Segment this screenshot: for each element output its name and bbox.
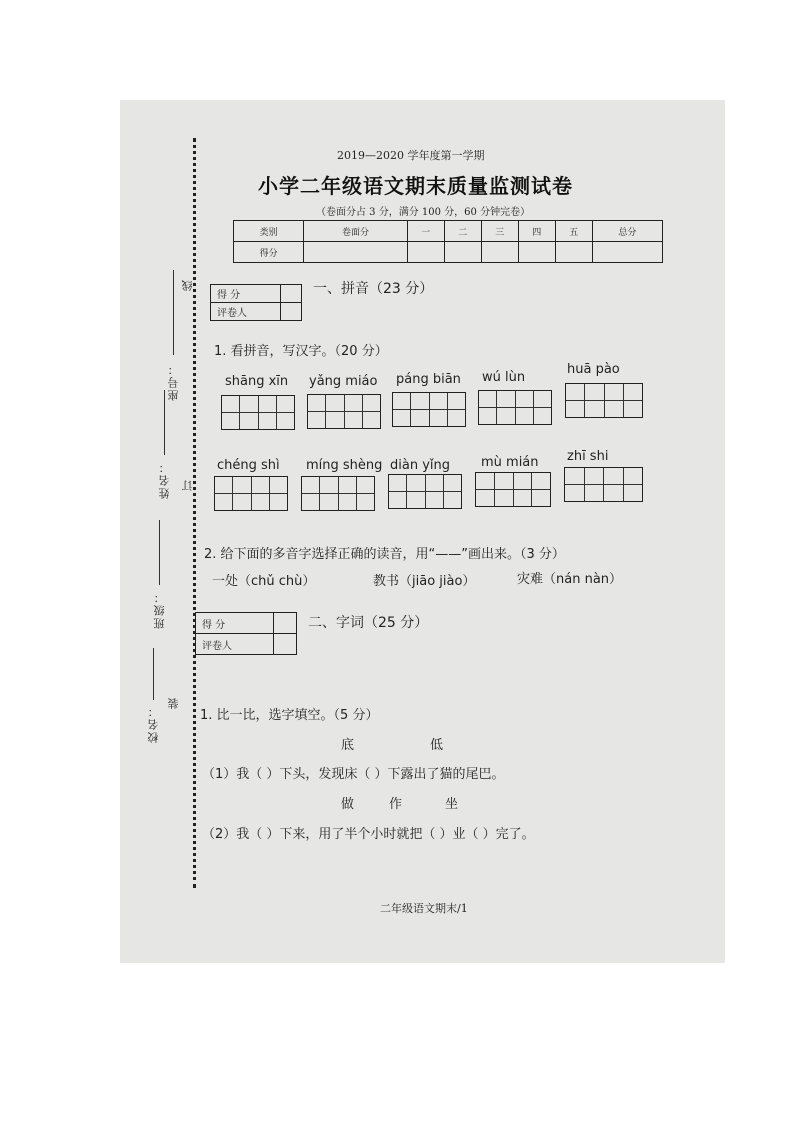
grader-box-2 [195, 612, 297, 655]
pinyin-7: míng shèng [306, 458, 383, 473]
seat-underline [173, 270, 174, 355]
question-1-1: 1. 看拼音，写汉字。（20 分） [214, 344, 388, 359]
score-col-1: 一 [407, 221, 444, 242]
score-row-label: 得分 [234, 242, 304, 263]
choice-di-1: 底 [341, 738, 355, 753]
choice-zuo-3: 坐 [445, 797, 459, 812]
binding-dotted-line [193, 138, 196, 888]
margin-seat-label: 座号： [167, 362, 180, 401]
score-cell [444, 242, 481, 263]
page-footer: 二年级语文期末/1 [380, 902, 468, 915]
pinyin-2: yǎng miáo [309, 374, 378, 389]
scanned-exam-photo [120, 100, 725, 963]
score-cell [304, 242, 407, 263]
margin-school-label: 校名： [147, 704, 160, 743]
writing-grid[interactable] [307, 394, 381, 429]
exam-subtitle: 2019—2020 学年度第一学期 [337, 149, 485, 162]
score-col-total: 总分 [592, 221, 662, 242]
writing-grid[interactable] [388, 474, 462, 509]
score-cell [481, 242, 518, 263]
score-col-2: 二 [444, 221, 481, 242]
choice-di-2: 低 [430, 738, 444, 753]
polyphone-1: 一处（chǔ chù） [212, 574, 316, 589]
score-table [233, 220, 663, 263]
choice-zuo-2: 作 [389, 797, 403, 812]
margin-line-label: 线 [181, 278, 194, 291]
grader-score-cell [280, 285, 301, 303]
writing-grid[interactable] [475, 472, 551, 507]
grader-name-label: 评卷人 [196, 634, 274, 655]
sentence-1: （1）我（ ）下头，发现床（ ）下露出了猫的尾巴。 [202, 767, 505, 782]
writing-grid[interactable] [564, 467, 643, 502]
grader-score-label: 得 分 [211, 285, 281, 303]
question-2-1: 1. 比一比，选字填空。（5 分） [200, 708, 379, 723]
name-underline [164, 390, 165, 455]
pinyin-5: huā pào [567, 362, 620, 377]
writing-grid[interactable] [478, 390, 552, 425]
writing-grid[interactable] [214, 476, 288, 511]
score-col-neatness: 卷面分 [304, 221, 407, 242]
pinyin-6: chéng shì [217, 458, 280, 473]
writing-grid[interactable] [301, 476, 375, 511]
writing-grid[interactable] [221, 395, 295, 430]
section-1-title: 一、拼音（23 分） [313, 281, 434, 297]
grader-score-label: 得 分 [196, 613, 274, 634]
grader-name-label: 评卷人 [211, 303, 281, 321]
question-1-2: 2. 给下面的多音字选择正确的读音，用“——”画出来。（3 分） [204, 547, 565, 562]
sentence-2: （2）我（ ）下来，用了半个小时就把（ ）业（ ）完了。 [202, 827, 535, 842]
margin-zhuang-label: 装 [167, 696, 180, 709]
score-cell [592, 242, 662, 263]
margin-class-label: 班级： [153, 590, 166, 629]
score-col-3: 三 [481, 221, 518, 242]
score-cell [407, 242, 444, 263]
pinyin-3: páng biān [396, 372, 461, 387]
pinyin-1: shāng xīn [225, 374, 289, 389]
section-2-title: 二、字词（25 分） [308, 615, 429, 631]
polyphone-2: 教书（jiāo jiào） [373, 574, 476, 589]
polyphone-3: 灾难（nán nàn） [517, 572, 623, 587]
grader-name-cell [273, 634, 296, 655]
score-cell [518, 242, 555, 263]
score-col-5: 五 [555, 221, 592, 242]
class-underline [159, 520, 160, 585]
score-cell [555, 242, 592, 263]
exam-title: 小学二年级语文期末质量监测试卷 [258, 174, 573, 198]
grader-box-1 [210, 284, 302, 321]
grader-score-cell [273, 613, 296, 634]
margin-ding-label: 订 [181, 478, 194, 491]
score-col-category: 类别 [234, 221, 304, 242]
school-underline [153, 648, 154, 700]
exam-note: （卷面分占 3 分，满分 100 分，60 分钟完卷） [316, 207, 531, 218]
writing-grid[interactable] [392, 392, 466, 427]
pinyin-9: mù mián [481, 455, 539, 470]
pinyin-4: wú lùn [482, 370, 526, 385]
pinyin-8: diàn yǐng [390, 458, 450, 473]
margin-name-label: 姓名： [158, 460, 171, 499]
grader-name-cell [280, 303, 301, 321]
writing-grid[interactable] [565, 383, 643, 418]
choice-zuo-1: 做 [341, 797, 355, 812]
score-col-4: 四 [518, 221, 555, 242]
pinyin-10: zhī shi [567, 449, 609, 464]
